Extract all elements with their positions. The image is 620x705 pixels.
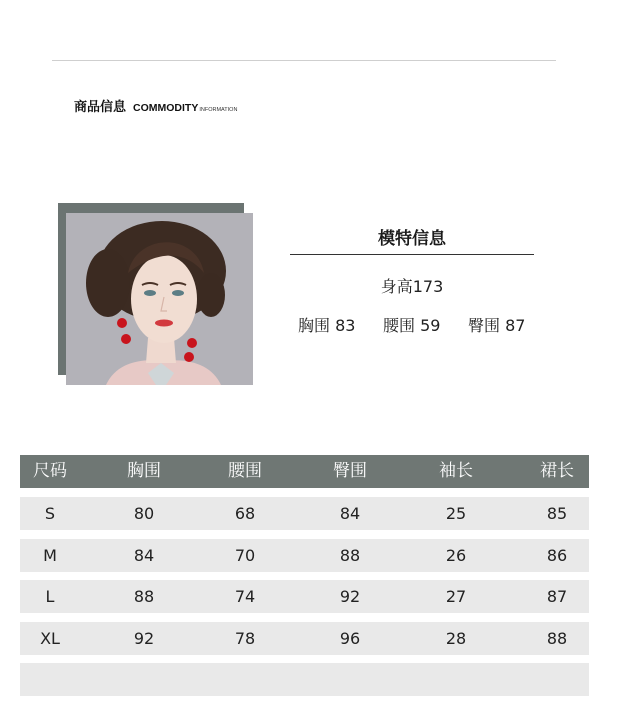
model-chest: 胸围 83 xyxy=(298,316,356,335)
cell-hip: 92 xyxy=(339,587,361,606)
cell-length: 88 xyxy=(546,628,568,648)
header-waist: 腰围 xyxy=(228,461,262,481)
header-sleeve: 袖长 xyxy=(439,461,473,481)
model-hip: 臀围 87 xyxy=(468,316,526,335)
table-row xyxy=(20,497,589,530)
cell-sleeve: 25 xyxy=(445,504,467,523)
cell-length: 85 xyxy=(546,504,568,523)
header-length: 裙长 xyxy=(540,461,574,481)
cell-length: 87 xyxy=(546,587,568,606)
table-header xyxy=(20,455,589,488)
section-title-en-small: INFORMATION xyxy=(199,107,238,113)
section-title-cn: 商品信息 xyxy=(74,100,127,115)
cell-size: M xyxy=(43,545,57,565)
cell-chest: 92 xyxy=(133,628,155,648)
header-chest: 胸围 xyxy=(127,461,161,481)
cell-waist: 70 xyxy=(234,545,256,565)
model-info-title: 模特信息 xyxy=(378,229,446,249)
cell-sleeve: 26 xyxy=(445,545,467,565)
cell-chest: 88 xyxy=(133,587,155,606)
cell-chest: 84 xyxy=(133,545,155,565)
header-hip: 臀围 xyxy=(333,461,367,481)
model-photo xyxy=(66,213,253,385)
cell-size: XL xyxy=(40,628,60,648)
cell-waist: 74 xyxy=(234,587,256,606)
model-waist: 腰围 59 xyxy=(383,316,441,335)
cell-hip: 96 xyxy=(339,628,361,648)
size-table xyxy=(20,455,589,705)
table-row xyxy=(20,622,589,655)
cell-hip: 84 xyxy=(339,504,361,523)
model-info-divider xyxy=(290,254,534,255)
table-row xyxy=(20,539,589,572)
model-height: 身高173 xyxy=(380,277,444,296)
cell-sleeve: 28 xyxy=(445,628,467,648)
table-row-empty xyxy=(20,663,589,696)
cell-hip: 88 xyxy=(339,545,361,565)
cell-size: S xyxy=(44,504,56,523)
cell-chest: 80 xyxy=(133,504,155,523)
header-size: 尺码 xyxy=(33,461,67,481)
cell-waist: 68 xyxy=(234,504,256,523)
cell-length: 86 xyxy=(546,545,568,565)
section-title-en: COMMODITY xyxy=(133,102,199,114)
table-row xyxy=(20,580,589,613)
cell-sleeve: 27 xyxy=(445,587,467,606)
section-title xyxy=(74,96,237,115)
cell-size: L xyxy=(45,587,55,606)
cell-waist: 78 xyxy=(234,628,256,648)
top-divider xyxy=(52,60,556,61)
